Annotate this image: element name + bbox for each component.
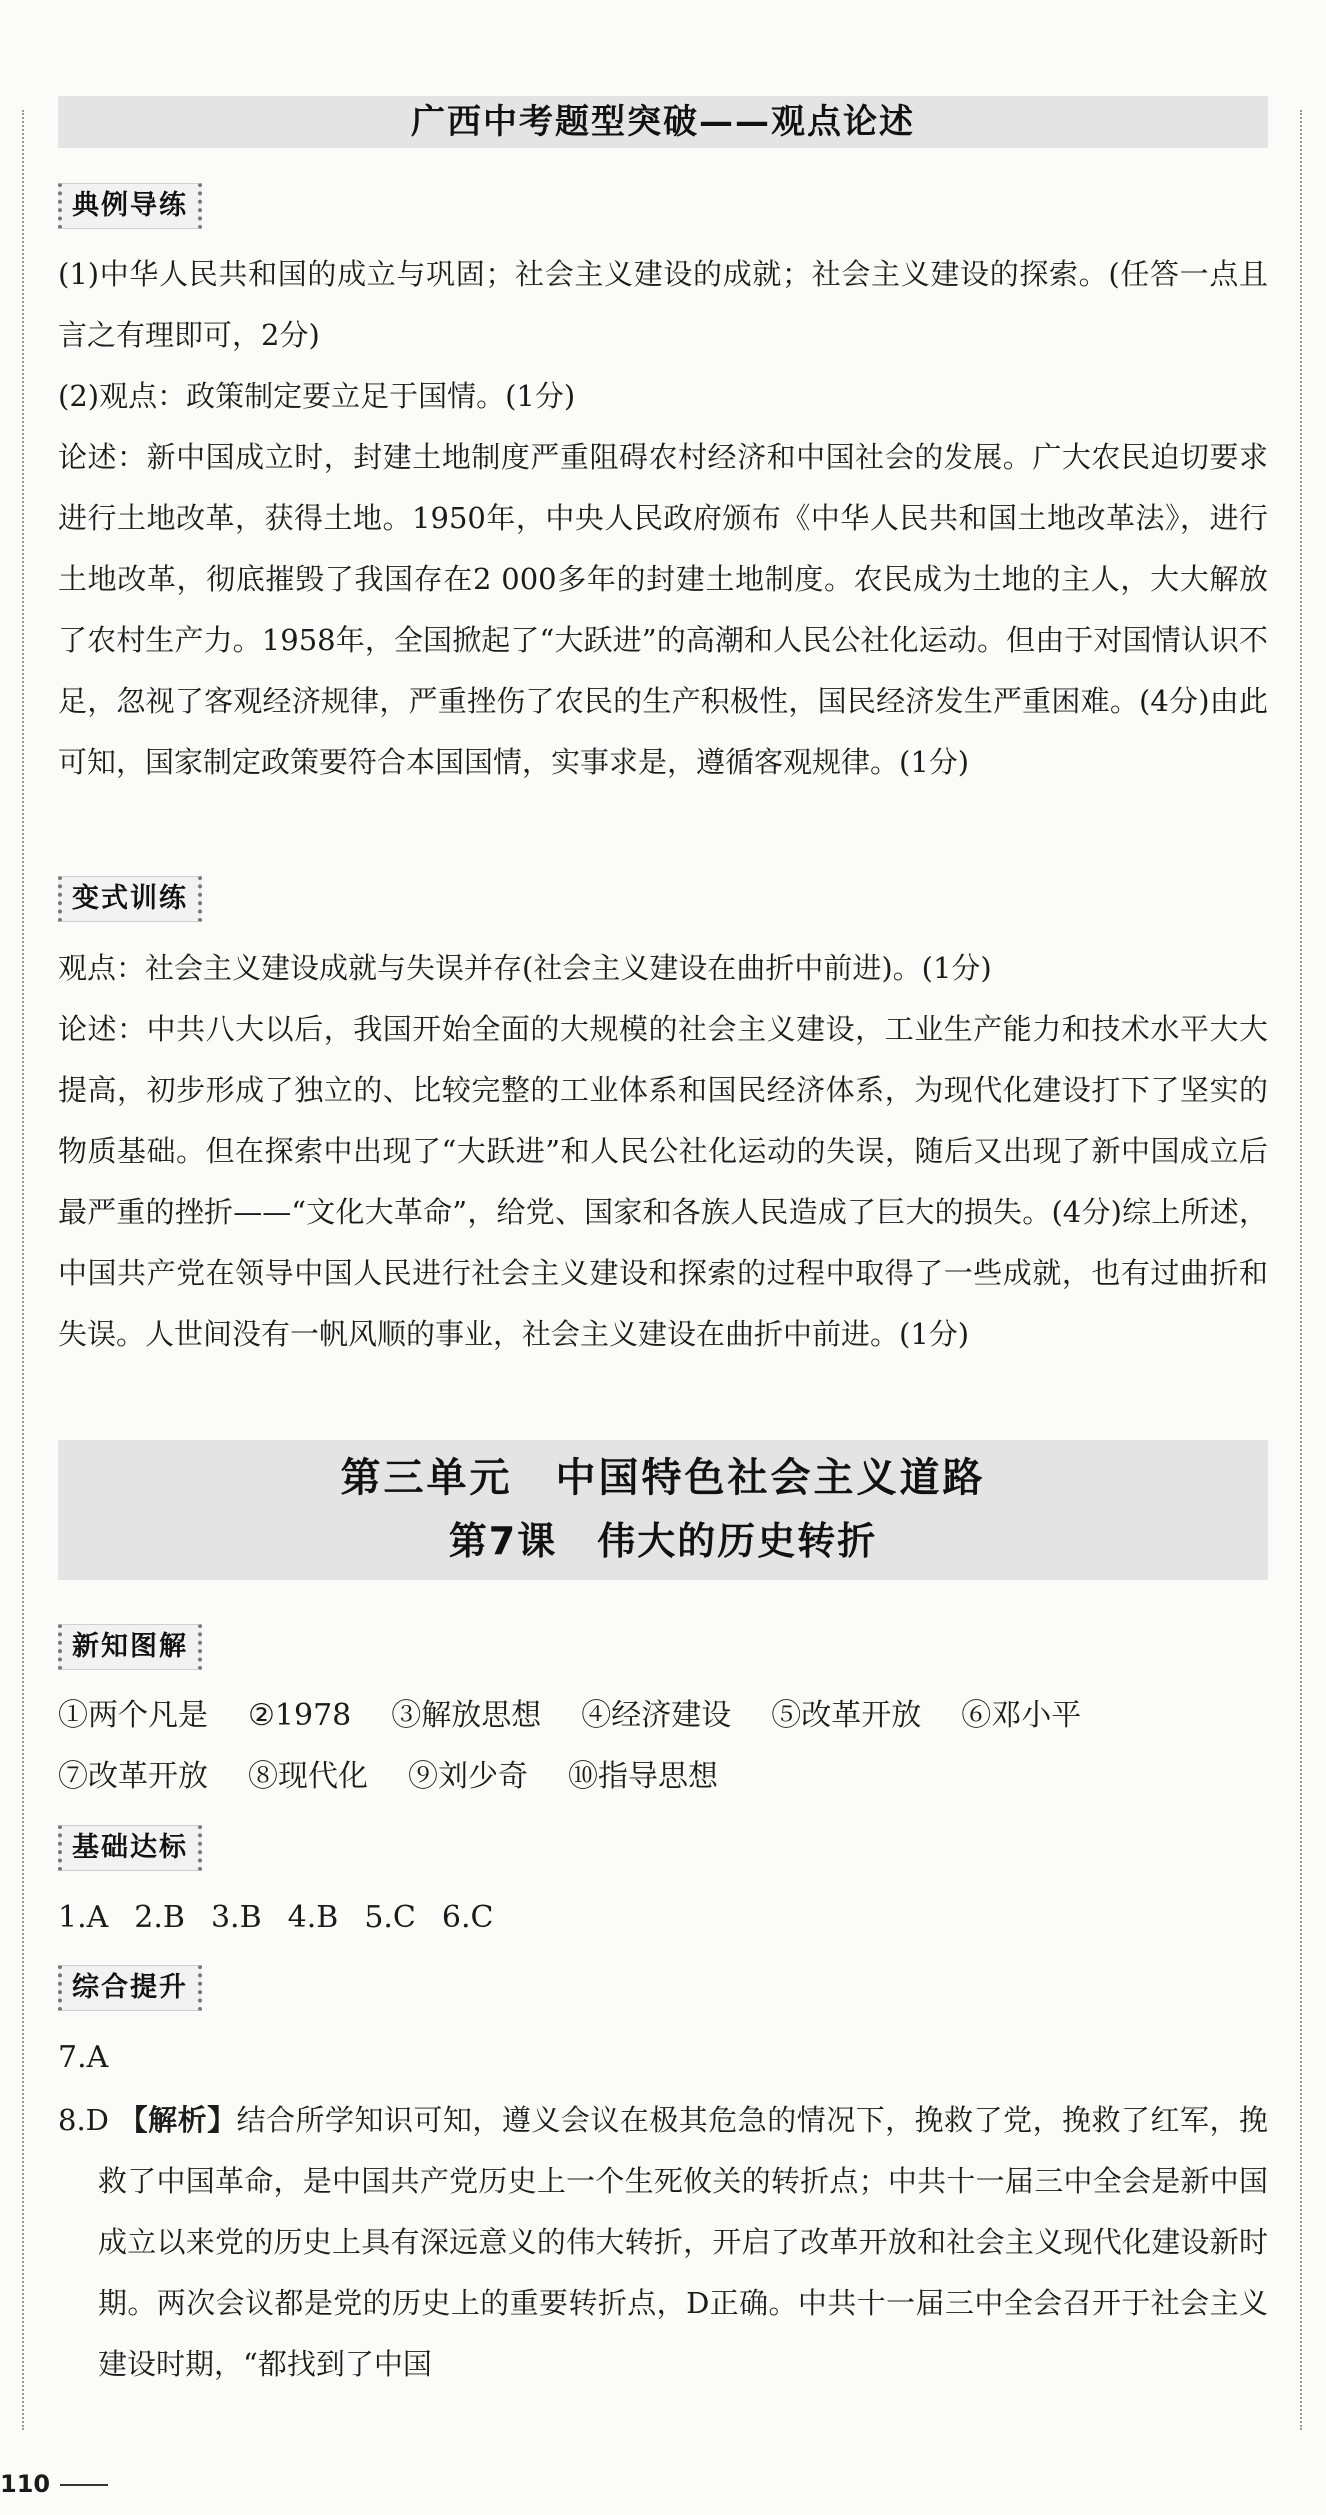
answer-part-1: (1)中华人民共和国的成立与巩固；社会主义建设的成就；社会主义建设的探索。(任答一点且言之有理即可，2分) bbox=[58, 257, 1268, 352]
unit-title: 第三单元 中国特色社会主义道路 bbox=[340, 1455, 986, 1501]
variant-viewpoint: 观点：社会主义建设成就与失误并存(社会主义建设在曲折中前进)。(1分) bbox=[58, 951, 992, 985]
answer-item: 3.B bbox=[210, 1900, 262, 1935]
section-banner: 广西中考题型突破——观点论述 bbox=[58, 96, 1268, 148]
knowledge-item: ②1978 bbox=[248, 1698, 352, 1733]
variant-answer-block bbox=[58, 938, 1268, 1365]
page-footer bbox=[0, 2470, 108, 2498]
tag-example-practice: 典例导练 bbox=[58, 183, 202, 229]
knowledge-row-2 bbox=[58, 1757, 758, 1797]
answer-q8 bbox=[58, 2090, 1268, 2395]
answer-part-2: (2)观点：政策制定要立足于国情。(1分) bbox=[58, 379, 576, 413]
answer-item: 1.A bbox=[58, 1900, 109, 1935]
footer-rule bbox=[60, 2484, 108, 2486]
knowledge-item: ⑦改革开放 bbox=[58, 1759, 208, 1794]
tag-basic-standard: 基础达标 bbox=[58, 1825, 202, 1871]
basic-answers-row bbox=[58, 1898, 519, 1938]
q8-analysis-label: 【解析】 bbox=[118, 2103, 237, 2137]
right-dotted-border bbox=[1300, 110, 1302, 2430]
knowledge-item: ⑧现代化 bbox=[248, 1759, 368, 1794]
answer-item: 2.B bbox=[134, 1900, 185, 1935]
answer-item: 6.C bbox=[441, 1900, 494, 1935]
left-dotted-border bbox=[22, 110, 24, 2430]
knowledge-item: ⑥邓小平 bbox=[961, 1698, 1082, 1733]
unit-banner bbox=[58, 1440, 1268, 1580]
answer-q7: 7.A bbox=[58, 2040, 109, 2075]
knowledge-item: ⑩指导思想 bbox=[568, 1759, 718, 1794]
knowledge-item: ⑨刘少奇 bbox=[408, 1759, 528, 1794]
knowledge-item: ⑤改革开放 bbox=[771, 1698, 922, 1733]
example-answer-block bbox=[58, 244, 1268, 793]
knowledge-row-1 bbox=[58, 1696, 1121, 1736]
knowledge-item: ①两个凡是 bbox=[58, 1698, 208, 1733]
knowledge-item: ④经济建设 bbox=[581, 1698, 732, 1733]
tag-new-knowledge: 新知图解 bbox=[58, 1624, 202, 1670]
answer-argument: 论述：新中国成立时，封建土地制度严重阻碍农村经济和中国社会的发展。广大农民迫切要求进行土地改革，获得土地。1950年，中央人民政府颁布《中华人民共和国土地改革法》，进行土地改革，彻底摧毁了我国存在2 000多年的封建土地制度。农民成为土地的主人，大大解放了农村生产力。1958年，全国掀起了“大跃进”的高潮和人民公社化运动。但由于对国情认识不足，忽视了客观经济规律，严重挫伤了农民的生产积极性，国民经济发生严重困难。(4分)由此可知，国家制定政策要符合本国国情，实事求是，遵循客观规律。(1分) bbox=[58, 440, 1268, 779]
lesson-title: 第7课 伟大的历史转折 bbox=[448, 1519, 878, 1563]
tag-variant-training: 变式训练 bbox=[58, 876, 202, 922]
knowledge-item: ③解放思想 bbox=[391, 1698, 542, 1733]
tag-comprehensive: 综合提升 bbox=[58, 1965, 202, 2011]
variant-argument: 论述：中共八大以后，我国开始全面的大规模的社会主义建设，工业生产能力和技术水平大大提高，初步形成了独立的、比较完整的工业体系和国民经济体系，为现代化建设打下了坚实的物质基础。但在探索中出现了“大跃进”和人民公社化运动的失误，随后又出现了新中国成立后最严重的挫折——“文化大革命”，给党、国家和各族人民造成了巨大的损失。(4分)综上所述，中国共产党在领导中国人民进行社会主义建设和探索的过程中取得了一些成就，也有过曲折和失误。人世间没有一帆风顺的事业，社会主义建设在曲折中前进。(1分) bbox=[58, 1012, 1268, 1351]
q8-number: 8.D bbox=[58, 2103, 109, 2137]
answer-item: 4.B bbox=[287, 1900, 339, 1935]
q8-analysis-text: 结合所学知识可知，遵义会议在极其危急的情况下，挽救了党，挽救了红军，挽救了中国革命，是中国共产党历史上一个生死攸关的转折点；中共十一届三中全会是新中国成立以来党的历史上具有深远意义的伟大转折，开启了改革开放和社会主义现代化建设新时期。两次会议都是党的历史上的重要转折点，D正确。中共十一届三中全会召开于社会主义建设时期，“都找到了中国 bbox=[98, 2103, 1268, 2381]
page-number: 110 bbox=[0, 2470, 51, 2498]
answer-item: 5.C bbox=[364, 1900, 416, 1935]
